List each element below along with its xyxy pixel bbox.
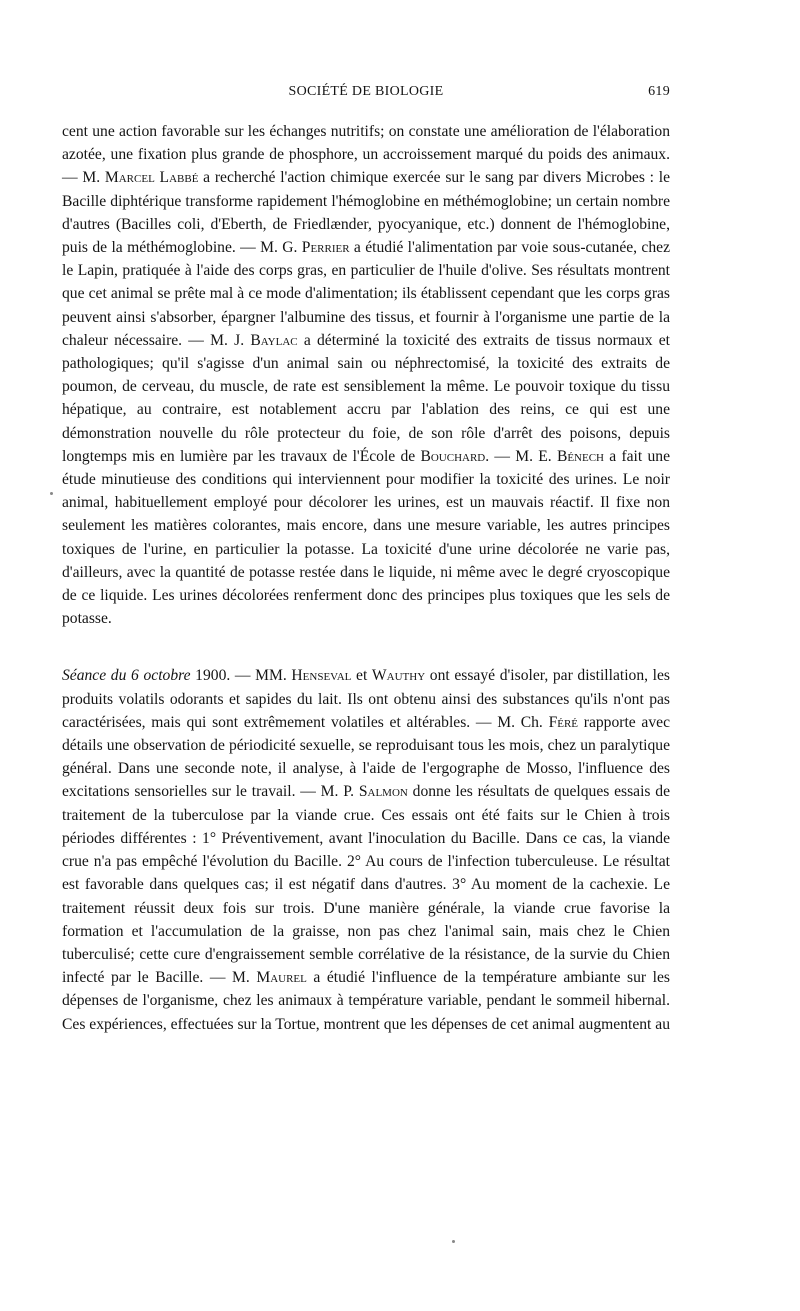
author-name: Bouchard <box>420 447 486 465</box>
text-run: a fait une étude minutieuse des conditions qui interviennent pour modifier la toxicité des urines. Le noir animal, habituellement employé pour décolorer les urines, est un mauvais réactif. Il fixe non seulement les matières colorantes, mais encore, dans une mesure variable, les autres principes toxiques de l'urine, en particulier la potasse. La toxicité d'une urine décolorée ne varie pas, d'ailleurs, avec la quantité de potasse restée dans le liquide, ni même avec le degré cryoscopique de ce liquide. Les urines décolorées renferment donc des principes plus toxiques que les sels de potasse. <box>62 447 670 628</box>
author-name: Salmon <box>358 783 408 801</box>
document-page <box>62 84 670 1036</box>
author-name: Henseval <box>291 667 352 685</box>
text-run: et <box>351 667 372 685</box>
text-run: donne les résultats de quelques essais de traitement de la tuberculose par la viande crue. Ces essais ont été faits sur le Chien à trois périodes différentes : 1° Préventivement, avant l'inoculation du Bacille. Dans ce cas, la viande crue n'a pas empêché l'évolution du Bacille. 2° Au cours de l'infection tuberculeuse. Le résultat est favorable dans quelques cas; il est négatif dans d'autres. 3° Au moment de la cachexie. Le traitement réussit deux fois sur trois. D'une manière générale, la viande crue favorise la formation et l'accumulation de la graisse, non pas chez l'animal sain, mais chez le Chien tuberculisé; cette cure d'engraissement semble corrélative de la résistance, de la survie du Chien infecté par le Bacille. — M. <box>62 783 671 987</box>
text-run: ont essayé d'isoler, par distillation, les produits volatils odorants et sapides du lait. Ils ont obtenu ainsi des substances qu'ils n'ont pas caractérisées, mais qui sont extrêmement volatiles et altérables. — M. Ch. <box>62 667 670 731</box>
text-run: a étudié l'influence de la température ambiante sur les dépenses de l'organisme, chez les animaux à température variable, pendant le sommeil hibernal. Ces expériences, effectuées sur la Tortue, montrent que les dépenses de cet animal augmentent au <box>62 969 670 1033</box>
author-name: Baylac <box>250 331 298 349</box>
text-run: a recherché l'action chimique exercée sur le sang par divers Microbes : le Bacille diphtérique transforme rapidement l'hémoglobine en méthémoglobine; un certain nombre d'autres (Bacilles coli, d'Eberth, de Friedlænder, pyocyanique, etc.) donnent de l'hémoglobine, puis de la méthémoglobine. — M. G. <box>62 169 671 257</box>
text-run: a déterminé la toxicité des extraits de tissus normaux et pathologiques; qu'il s'agisse d'un animal sain ou néphrectomisé, la toxicité des extraits de poumon, de cerveau, du muscle, de rate est sensiblement la même. Le pouvoir toxique du tissu hépatique, au contraire, est notablement accru par l'ablation des reins, ce qui est une démonstration nouvelle du rôle protecteur du foie, de son rôle d'arrêt des poisons, depuis longtemps mis en lumière par les travaux de l'École de <box>62 331 670 465</box>
text-run: cent une action favorable sur les échanges nutritifs; on constate une amélioration de l'élaboration azotée, une fixation plus grande de phosphore, un accroissement marqué du poids des animaux. — M. <box>62 123 670 187</box>
running-title: SOCIÉTÉ DE BIOLOGIE <box>288 84 444 99</box>
author-name: Maurel <box>256 969 307 987</box>
footer-dot <box>452 1240 455 1243</box>
author-name: Féré <box>548 713 579 731</box>
paragraph-2 <box>62 664 670 1035</box>
margin-dot <box>50 492 53 495</box>
running-header <box>62 84 670 108</box>
author-name: Bénech <box>556 447 605 465</box>
author-name: Wauthy <box>371 667 426 685</box>
text-run: a étudié l'alimentation par voie sous-cutanée, chez le Lapin, pratiquée à l'aide des corps gras, en particulier de l'huile d'olive. Ses résultats montrent que cet animal se prête mal à ce mode d'alimentation; ils établissent cependant que les corps gras peuvent ainsi s'absorber, épargner l'albumine des tissus, et fournir à l'organisme une partie de la chaleur nécessaire. — M. J. <box>62 239 670 349</box>
author-name: Marcel Labbé <box>104 169 199 187</box>
text-run: rapporte avec détails une observation de périodicité sexuelle, se reproduisant tous les mois, chez un paralytique général. Dans une seconde note, il analyse, à l'aide de l'ergographe de Mosso, l'influence des excitations sensorielles sur le travail. — M. P. <box>62 713 670 801</box>
paragraph-1 <box>62 120 670 630</box>
page-number: 619 <box>648 84 670 99</box>
session-date: Séance du 6 octobre <box>62 667 191 685</box>
author-name: Perrier <box>301 239 350 257</box>
text-run: . — M. E. <box>485 447 557 465</box>
text-run: 1900. — MM. <box>190 667 292 685</box>
